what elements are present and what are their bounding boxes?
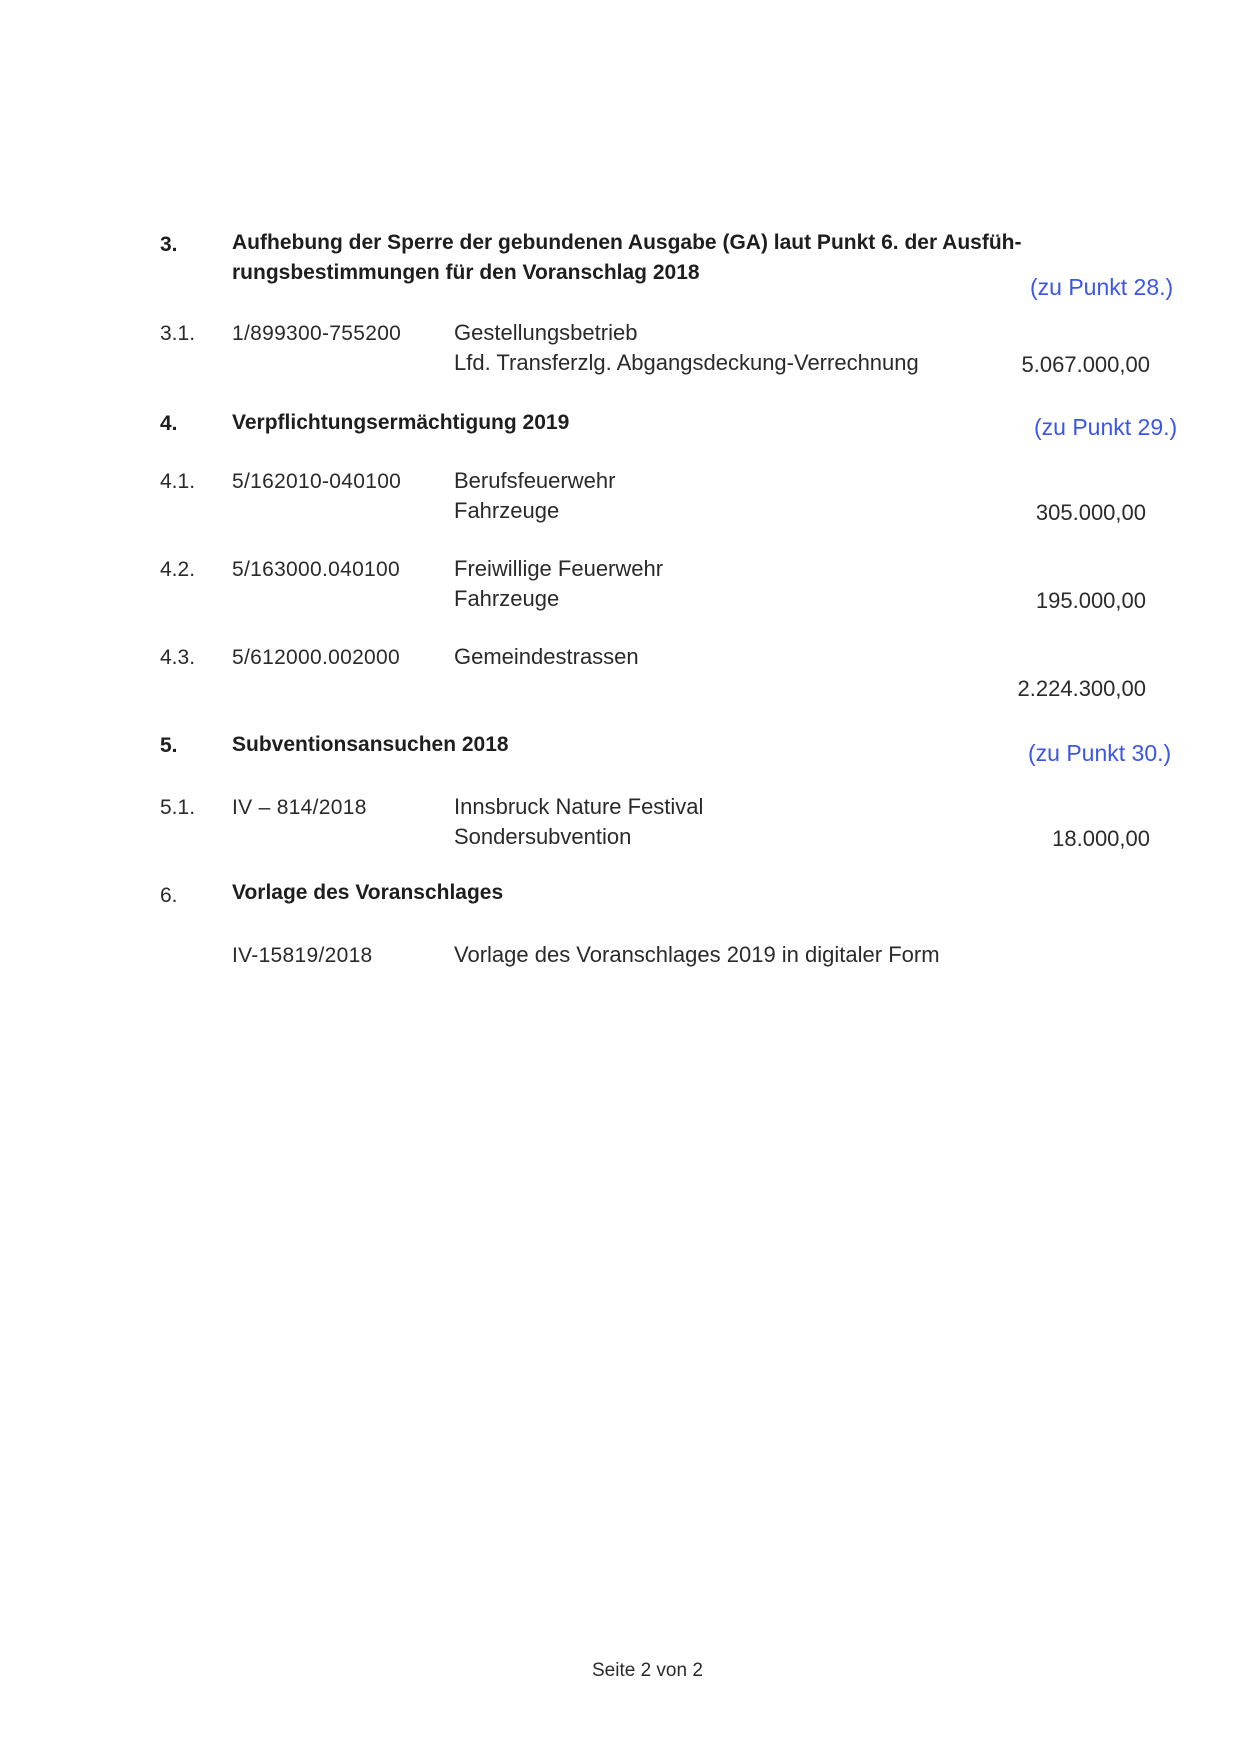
reference-link: (zu Punkt 28.) [1030,274,1174,300]
section-title-line2: rungsbestimmungen für den Voranschlag 2018 [232,261,700,284]
item-amount: 305.000,00 [1035,500,1146,525]
item-description-line1: Gemeindestrassen [454,644,639,669]
item-description-line2: Sondersubvention [454,824,632,849]
item-description-line1: Innsbruck Nature Festival [454,794,704,819]
section-title: Vorlage des Voranschlages [232,881,504,904]
account-code: 5/612000.002000 [232,646,400,669]
section-title-line1: Aufhebung der Sperre der gebundenen Ausgabe (GA) laut Punkt 6. der Ausfüh- [232,231,1022,254]
item-description-line1: Berufsfeuerwehr [454,468,616,493]
item-amount: 18.000,00 [1052,826,1150,851]
section-title: Subventionsansuchen 2018 [232,733,509,756]
item-number: 4.1. [160,470,196,493]
item-amount: 5.067.000,00 [1021,352,1150,377]
item-number: 4.2. [160,558,196,581]
item-description-line1: Vorlage des Voranschlages 2019 in digitaler Form [454,942,940,967]
item-amount: 195.000,00 [1035,588,1146,613]
item-description-line1: Gestellungsbetrieb [454,320,638,345]
reference-link: (zu Punkt 29.) [1034,414,1178,440]
account-code: IV – 814/2018 [232,796,367,819]
reference-link: (zu Punkt 30.) [1028,740,1172,766]
account-code: 5/163000.040100 [232,558,400,581]
item-description-line2: Fahrzeuge [454,498,560,523]
item-amount: 2.224.300,00 [1017,676,1146,701]
account-code: 1/899300-755200 [232,322,402,345]
page-number: Seite 2 von 2 [592,1660,703,1681]
item-description-line2: Lfd. Transferzlg. Abgangsdeckung-Verrechnung [454,350,919,375]
section-number: 3. [160,233,178,256]
section-number: 5. [160,734,178,757]
item-number: 3.1. [160,322,196,345]
item-number: 4.3. [160,646,196,669]
account-code: IV-15819/2018 [232,944,373,967]
item-description-line1: Freiwillige Feuerwehr [454,556,664,581]
account-code: 5/162010-040100 [232,470,402,493]
section-number: 6. [160,884,178,907]
section-title: Verpflichtungsermächtigung 2019 [232,411,570,434]
item-description-line2: Fahrzeuge [454,586,560,611]
item-number: 5.1. [160,796,196,819]
section-number: 4. [160,412,178,435]
